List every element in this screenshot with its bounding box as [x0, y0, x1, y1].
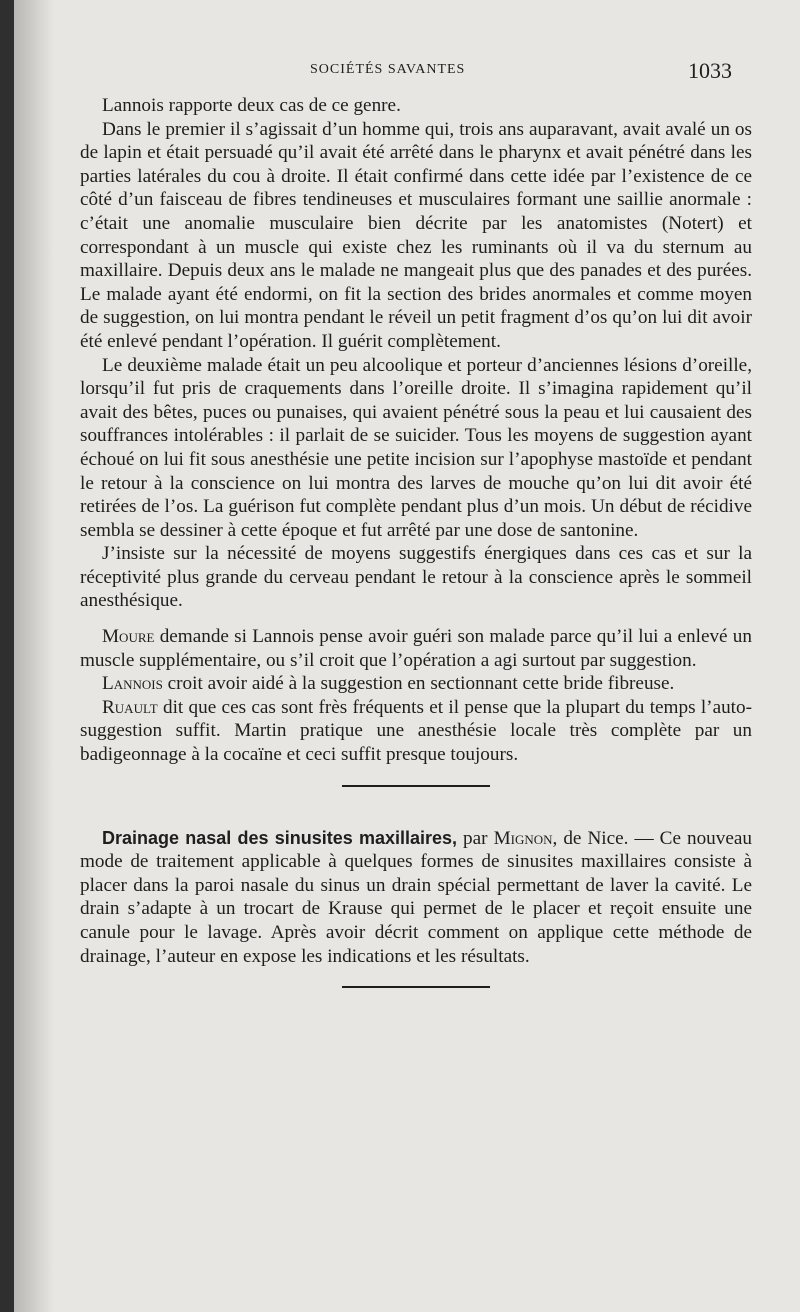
article-paragraph: [80, 827, 752, 969]
article-by: par: [463, 827, 488, 849]
article-author: Mignon: [493, 827, 553, 849]
article-place: , de Nice. —: [552, 827, 654, 849]
speaker-name: Moure: [102, 626, 155, 648]
page-header: [14, 58, 800, 88]
section-divider: [342, 785, 490, 787]
paragraph-ruault: [80, 696, 752, 767]
article-title: Drainage nasal des sinusites maxillaires,: [102, 827, 458, 848]
article-body: Ce nouveau mode de traitement applicable à quelques formes de sinusites maxillaires consiste à placer dans la paroi nasale du sinus un drain spécial permettant de laver la cavité. Le drain s’adapte à un trocart de Krause qui permet de le placer et reçoit ensuite une canule pour le lavage. Après avoir décrit comment on applique cette méthode de drainage, l’auteur en expose les indications et les résultats.: [80, 827, 752, 967]
paragraph-2: Dans le premier il s’agissait d’un homme qui, trois ans auparavant, avait avalé un os de lapin et était persuadé qu’il avait été arrêté dans le pharynx et avait pénétré dans les parties latérales du cou à droite. Il était confirmé dans cette idée par l’existence de ce côté d’un faisceau de fibres tendineuses et musculaires formant une saillie anormale : c’était une anomalie musculaire bien décrite par les anatomistes (Notert) et correspondant à un muscle qui existe chez les ruminants où il va du sternum au maxillaire. Depuis deux ans le malade ne mangeait plus que des panades et des purées. Le malade ayant été endormi, on fit la section des brides anormales et comme moyen de suggestion, on lui montra pendant le réveil un petit fragment d’os qu’on lui dit avoir été enlevé pendant l’opération. Il guérit complètement.: [80, 118, 752, 352]
section-divider-end: [342, 986, 490, 988]
paragraph-text: croit avoir aidé à la suggestion en sectionnant cette bride fibreuse.: [167, 673, 675, 695]
page-number: 1033: [688, 58, 732, 83]
paragraph-text: demande si Lannois pense avoir guéri son malade parce qu’il lui a enlevé un muscle supplémentaire, ou s’il croit que l’opération a agi surtout par suggestion.: [80, 626, 752, 671]
paragraph-moure: [80, 625, 752, 672]
speaker-name: Ruault: [102, 696, 158, 718]
paragraph-1: Lannois rapporte deux cas de ce genre.: [102, 95, 401, 116]
page-gutter-shadow: [14, 0, 54, 1312]
body-text: [80, 94, 752, 988]
paragraph-3: Le deuxième malade était un peu alcoolique et porteur d’anciennes lésions d’oreille, lorsqu’il fut pris de craquements dans l’oreille droite. Il s’imagina rapidement qu’il avait des bêtes, puces ou punaises, qui avaient pénétré sous la peau et lui causaient des souffrances intolérables : il parlait de se suicider. Tous les moyens de suggestion ayant échoué on lui fit sous anesthésie une petite incision sur l’apophyse mastoïde et pendant le retour à la conscience on lui montra des larves de mouche qu’on lui dit avoir été retirées de l’os. La guérison fut complète pendant plus d’un mois. Un début de récidive sembla se dessiner à cette époque et fut arrêté par une dose de santonine.: [80, 354, 752, 541]
speaker-name: Lannois: [102, 673, 163, 695]
paragraph-text: dit que ces cas sont frès fréquents et il pense que la plupart du temps l’auto-suggestion suffit. Martin pratique une anesthésie locale très complète par un badigeonnage à la cocaïne et ceci suffit presque toujours.: [80, 696, 753, 766]
running-head: SOCIÉTÉS SAVANTES: [310, 62, 466, 77]
document-page: [14, 0, 800, 1312]
paragraph-lannois: [80, 672, 752, 696]
paragraph-4: J’insiste sur la nécessité de moyens suggestifs énergiques dans ces cas et sur la réceptivité plus grande du cerveau pendant le retour à la conscience après le sommeil anesthésique.: [80, 543, 752, 612]
